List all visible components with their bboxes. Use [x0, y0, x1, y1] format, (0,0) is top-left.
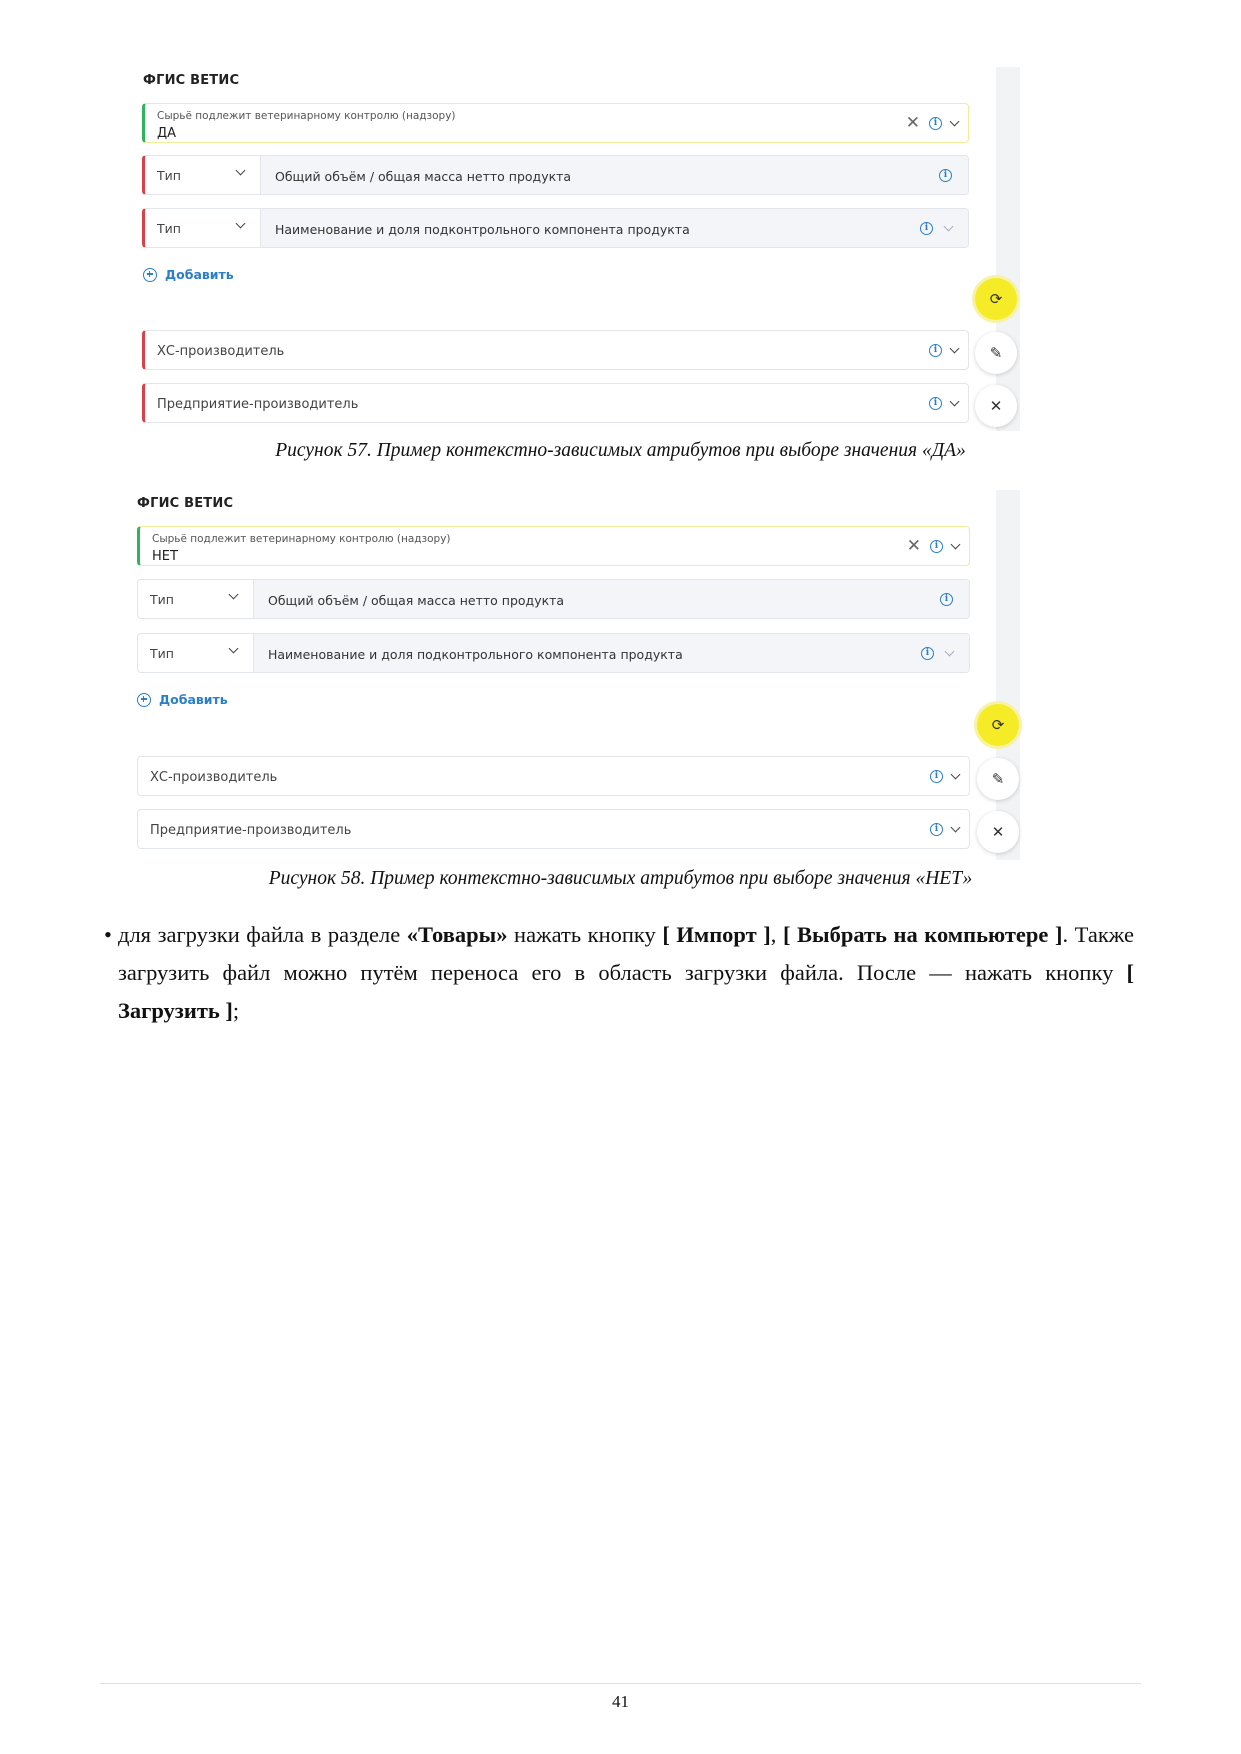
section-title: ФГИС ВЕТИС — [137, 496, 234, 511]
refresh-export-button[interactable] — [977, 704, 1019, 746]
figure-57 — [140, 67, 1020, 431]
type-label: Тип — [150, 646, 174, 661]
chevron-down-icon[interactable] — [950, 116, 960, 126]
type-select[interactable] — [138, 634, 254, 672]
document-edit-button[interactable] — [975, 332, 1017, 374]
field-label: Сырьё подлежит ветеринарному контролю (надзору) — [157, 110, 456, 122]
chevron-down-icon[interactable] — [236, 219, 246, 229]
type-value-field[interactable] — [254, 634, 969, 672]
xs-producer-select[interactable] — [142, 330, 969, 370]
type-value: Общий объём / общая масса нетто продукта — [268, 593, 565, 608]
info-icon[interactable]: i — [920, 222, 933, 235]
type-value-field[interactable] — [261, 156, 968, 194]
field-label: Предприятие-производитель — [150, 823, 352, 838]
type-value: Наименование и доля подконтрольного компонента продукта — [268, 647, 683, 662]
side-rail — [996, 490, 1020, 860]
section-title: ФГИС ВЕТИС — [143, 73, 240, 88]
info-icon[interactable]: i — [929, 117, 942, 130]
text: , — [770, 922, 783, 947]
close-icon[interactable]: ✕ — [906, 535, 921, 556]
info-icon[interactable]: i — [940, 593, 953, 606]
document-edit-button[interactable] — [977, 758, 1019, 800]
upload-button-ref: [ Загрузить ] — [118, 960, 1134, 1023]
refresh-export-icon: ⟳ — [991, 716, 1005, 734]
add-label: Добавить — [165, 267, 234, 282]
chevron-down-icon[interactable] — [229, 590, 239, 600]
bullet-paragraph — [104, 916, 1134, 1030]
type-value-field[interactable] — [254, 580, 969, 618]
type-label: Тип — [157, 221, 181, 236]
chevron-down-icon[interactable] — [950, 343, 960, 353]
info-icon[interactable]: i — [930, 770, 943, 783]
info-icon[interactable]: i — [930, 540, 943, 553]
refresh-export-icon: ⟳ — [989, 290, 1003, 308]
info-icon[interactable]: i — [921, 647, 934, 660]
field-label: Предприятие-производитель — [157, 397, 359, 412]
type-value: Наименование и доля подконтрольного компонента продукта — [275, 222, 690, 237]
vet-control-select[interactable] — [142, 103, 969, 143]
close-button[interactable] — [975, 385, 1017, 427]
type-row — [137, 633, 970, 673]
enterprise-producer-select[interactable] — [142, 383, 969, 423]
side-rail — [996, 67, 1020, 431]
figure-caption: Рисунок 57. Пример контекстно-зависимых атрибутов при выборе значения «ДА» — [275, 440, 966, 461]
text: для загрузки файла в разделе — [118, 922, 407, 947]
plus-circle-icon — [143, 268, 157, 282]
close-button[interactable] — [977, 811, 1019, 853]
info-icon[interactable]: i — [939, 169, 952, 182]
info-icon[interactable]: i — [930, 823, 943, 836]
info-icon[interactable]: i — [929, 344, 942, 357]
type-row — [142, 155, 969, 195]
bullet: • — [104, 922, 112, 947]
page-number: 41 — [612, 1692, 629, 1711]
refresh-export-button[interactable] — [975, 278, 1017, 320]
document-edit-icon: ✎ — [989, 344, 1003, 362]
chevron-down-icon[interactable] — [236, 166, 246, 176]
document-edit-icon: ✎ — [991, 770, 1005, 788]
chevron-down-icon[interactable] — [944, 221, 954, 231]
type-label: Тип — [157, 168, 181, 183]
field-label: ХС-производитель — [150, 770, 278, 785]
import-button-ref: [ Импорт ] — [662, 922, 771, 947]
vet-control-select[interactable] — [137, 526, 970, 566]
type-value: Общий объём / общая масса нетто продукта — [275, 169, 572, 184]
chevron-down-icon[interactable] — [229, 644, 239, 654]
add-button[interactable] — [143, 267, 234, 282]
field-value: ДА — [157, 126, 177, 141]
type-label: Тип — [150, 592, 174, 607]
chevron-down-icon[interactable] — [951, 539, 961, 549]
add-button[interactable] — [137, 692, 228, 707]
plus-circle-icon — [137, 693, 151, 707]
footer-divider — [100, 1683, 1141, 1684]
info-icon[interactable]: i — [929, 397, 942, 410]
field-label: ХС-производитель — [157, 344, 285, 359]
type-row — [142, 208, 969, 248]
xs-producer-select[interactable] — [137, 756, 970, 796]
figure-58 — [134, 490, 1020, 860]
text: ; — [232, 998, 240, 1023]
type-row — [137, 579, 970, 619]
type-select[interactable] — [145, 156, 261, 194]
text: нажать кнопку — [507, 922, 663, 947]
field-value: НЕТ — [152, 549, 178, 564]
type-value-field[interactable] — [261, 209, 968, 247]
enterprise-producer-select[interactable] — [137, 809, 970, 849]
figure-caption: Рисунок 58. Пример контекстно-зависимых атрибутов при выборе значения «НЕТ» — [268, 868, 973, 889]
close-icon[interactable]: ✕ — [905, 112, 920, 133]
chevron-down-icon[interactable] — [945, 646, 955, 656]
add-label: Добавить — [159, 692, 228, 707]
chevron-down-icon[interactable] — [950, 396, 960, 406]
type-select[interactable] — [138, 580, 254, 618]
section-name: «Товары» — [406, 922, 508, 947]
field-label: Сырьё подлежит ветеринарному контролю (надзору) — [152, 533, 451, 545]
text: . Также загрузить файл можно путём переноса его в область загрузки файла. После — нажать кнопку — [118, 922, 1134, 985]
close-icon: ✕ — [991, 823, 1005, 841]
type-select[interactable] — [145, 209, 261, 247]
choose-file-button-ref: [ Выбрать на компьютере ] — [782, 922, 1063, 947]
chevron-down-icon[interactable] — [951, 822, 961, 832]
chevron-down-icon[interactable] — [951, 769, 961, 779]
close-icon: ✕ — [989, 397, 1003, 415]
